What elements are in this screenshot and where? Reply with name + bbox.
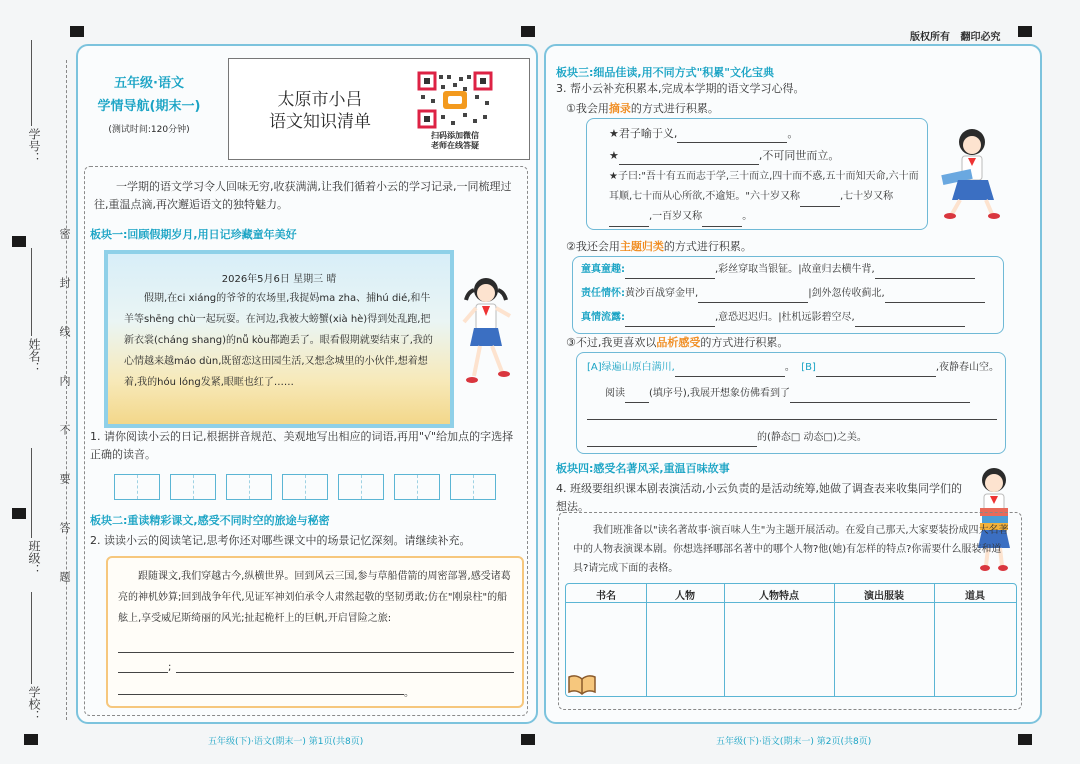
method-1: ①我会用摘录的方式进行积累。	[566, 102, 719, 115]
class-label: 班级：	[27, 540, 41, 576]
excerpt-line-1: ★君子喻于义, 。	[609, 125, 798, 143]
answer-line[interactable]	[118, 694, 404, 695]
table-header-book: 书名	[596, 591, 616, 602]
analysis-row-1: [A]绿遍山原白满川, 。 [B] ,夜静春山空。	[587, 359, 999, 377]
registration-mark	[1018, 26, 1032, 37]
registration-mark	[521, 734, 535, 745]
answer-blank[interactable]	[677, 142, 787, 143]
section-3-title: 板块三:细品佳读,用不同方式"积累"文化宝典	[556, 66, 775, 79]
answer-grid[interactable]	[338, 474, 384, 500]
question-3: 3. 帮小云补充积累本,完成本学期的语文学习心得。	[556, 82, 805, 95]
table-header-character: 人物	[675, 591, 695, 602]
theme-row-3: 真情流露: ,意恐迟迟归。|杜机远影碧空尽,	[581, 309, 965, 327]
method-3: ③不过,我更喜欢以品析感受的方式进行积累。	[566, 336, 789, 349]
class-line[interactable]	[31, 448, 32, 538]
table-cell-character[interactable]	[647, 604, 724, 694]
answer-blank[interactable]	[609, 226, 649, 227]
reading-notes-text: 跟随课文,我们穿越古今,纵横世界。回到风云三国,参与草船借箭的周密部署,感受诸葛亮的神机妙算;回到战争年代,见证军神刘伯承令人肃然起敬的坚韧勇敢;仿在"刚泉柱"的船舷上,享受威尼斯绮丽的风光;扯起桅杆上的巨帆,开启冒险之旅:	[118, 571, 511, 624]
question-2: 2. 读读小云的阅读笔记,思考你还对哪些课文中的场景记忆深刻。请继续补充。	[90, 534, 471, 547]
answer-blank[interactable]	[625, 278, 715, 279]
activity-card	[558, 512, 1022, 710]
method-2: ②我还会用主题归类的方式进行积累。	[566, 240, 752, 253]
theme-row-2: 责任情怀:黄沙百战穿金甲, |剑外忽传收蓟北,	[581, 285, 985, 303]
registration-mark	[24, 734, 38, 745]
theme-box	[572, 256, 1004, 334]
answer-grid[interactable]	[450, 474, 496, 500]
qr-caption-2: 老师在线答疑	[431, 141, 479, 150]
student-id-label: 学号：	[27, 128, 41, 164]
table-cell-props[interactable]	[935, 604, 1015, 694]
answer-grid[interactable]	[170, 474, 216, 500]
intro-paragraph: 一学期的语文学习令人回味无穷,收获满满,让我们循着小云的学习记录,一同梳理过往,重温点滴,再次邂逅语文的独特魅力。	[94, 180, 512, 211]
reading-girl-illustration	[938, 124, 1002, 228]
diary-card	[104, 250, 454, 428]
answer-blank[interactable]	[698, 302, 808, 303]
name-label: 姓名：	[27, 338, 41, 374]
answer-blank[interactable]	[625, 326, 715, 327]
copyright-text: 版权所有 翻印必究	[910, 32, 1001, 43]
section-1-title: 板块一:回顾假期岁月,用日记珍藏童年美好	[90, 228, 297, 241]
school-label: 学校：	[27, 686, 41, 722]
period: 。	[404, 688, 414, 699]
section-2-title: 板块二:重读精彩课文,感受不同时空的旅途与秘密	[90, 514, 330, 527]
theme-row-1: 童真童趣: ,彩丝穿取当银钲。|故童归去横牛背,	[581, 261, 975, 279]
student-id-line[interactable]	[31, 40, 32, 126]
answer-line[interactable]	[587, 419, 997, 420]
page-footer-1: 五年级(下)·语文(期末一) 第1页(共8页)	[208, 737, 364, 747]
answer-blank[interactable]	[885, 302, 985, 303]
school-line[interactable]	[31, 592, 32, 684]
answer-blank[interactable]	[619, 164, 759, 165]
table-header-props: 道具	[965, 591, 985, 602]
answer-blank[interactable]	[816, 376, 936, 377]
analysis-row-2: 阅读 (填序号),我展开想象仿佛看到了	[605, 385, 970, 403]
answer-blank[interactable]	[875, 278, 975, 279]
ad-line-2: 语文知识清单	[269, 112, 371, 132]
registration-mark	[70, 26, 84, 37]
section-4-title: 板块四:感受名著风采,重温百味故事	[556, 462, 730, 475]
analysis-row-3: 的(静态□ 动态□)之美。	[587, 429, 867, 447]
survey-table	[565, 583, 1017, 697]
answer-blank[interactable]	[587, 446, 757, 447]
analysis-box	[576, 352, 1006, 454]
name-line[interactable]	[31, 248, 32, 336]
registration-mark	[12, 236, 26, 247]
table-cell-costume[interactable]	[835, 604, 934, 694]
exam-time: (测试时间:120分钟)	[108, 125, 190, 135]
registration-mark	[521, 26, 535, 37]
answer-blank[interactable]	[675, 376, 785, 377]
registration-mark	[1018, 734, 1032, 745]
page-footer-2: 五年级(下)·语文(期末一) 第2页(共8页)	[716, 737, 872, 747]
book-icon	[567, 673, 597, 699]
exam-title: 学情导航(期末一)	[97, 99, 201, 114]
answer-blank[interactable]	[800, 206, 840, 207]
reading-notes-card	[106, 556, 524, 708]
answer-grid[interactable]	[282, 474, 328, 500]
table-cell-traits[interactable]	[725, 604, 834, 694]
answer-grid[interactable]	[114, 474, 160, 500]
qr-code-icon[interactable]	[417, 71, 493, 129]
registration-mark	[12, 508, 26, 519]
activity-text: 我们班准备以"读名著故事·演百味人生"为主题开展活动。在爱自己那天,大家要装扮成四大名著中的人物表演课本剧。你想选择哪部名著中的哪个人物?他(她)有怎样的特点?你需要什么服装和道具?请完成下面的表格。	[573, 525, 1009, 574]
answer-line[interactable]	[118, 652, 514, 653]
excerpt-box	[586, 118, 928, 230]
answer-grid[interactable]	[226, 474, 272, 500]
ad-line-1: 太原市小吕	[277, 90, 363, 110]
table-header-traits: 人物特点	[759, 591, 799, 602]
diary-text: 假期,在ci xiáng的爷爷的农场里,我捉妈ma zha、捕hú dié,和牛羊等shēng chù一起玩耍。在河边,我被大螃蟹(xià hè)得到处乱跑,把新衣裳(cháng shang)的nǚ kòu都跑丢了。眼看假期就要结束了,我的心情越来越máo dùn,既留恋这田园生活,又想念城里的小伙伴,想着想着,我的hóu lóng发紧,眼眶也红了……	[124, 293, 433, 388]
seal-text: 密封线内不要答题	[58, 228, 71, 620]
grade-title: 五年级·语文	[114, 76, 184, 91]
answer-blank[interactable]	[625, 402, 649, 403]
diary-date: 2026年5月6日 星期三 晴	[221, 274, 337, 285]
semicolon: ;	[168, 662, 172, 673]
answer-blank[interactable]	[702, 226, 742, 227]
excerpt-line-3: ★子曰:"吾十有五而志于学,三十而立,四十而不惑,五十而知天命,六十而耳顺,七十而从心所欲,不逾矩。"六十岁又称 ,七十岁又称,一百岁又称 。	[609, 167, 927, 227]
answer-grid[interactable]	[394, 474, 440, 500]
running-girl-illustration	[460, 272, 516, 396]
answer-line[interactable]	[118, 672, 168, 673]
table-header-costume: 演出服装	[864, 591, 904, 602]
qr-caption-1: 扫码添加微信	[431, 131, 479, 140]
question-4: 4. 班级要组织课本剧表演活动,小云负责的是活动统筹,她做了调查表来收集同学们的想法。	[556, 482, 962, 513]
excerpt-line-2: ★ ,不可同世而立。	[609, 147, 839, 165]
answer-line[interactable]	[176, 672, 514, 673]
ad-box	[228, 58, 530, 160]
question-1: 1. 请你阅读小云的日记,根据拼音规范、美观地写出相应的词语,再用"√"给加点的字选择正确的读音。	[90, 430, 514, 461]
answer-blank[interactable]	[855, 326, 965, 327]
answer-blank[interactable]	[790, 402, 970, 403]
exam-header	[84, 72, 214, 135]
